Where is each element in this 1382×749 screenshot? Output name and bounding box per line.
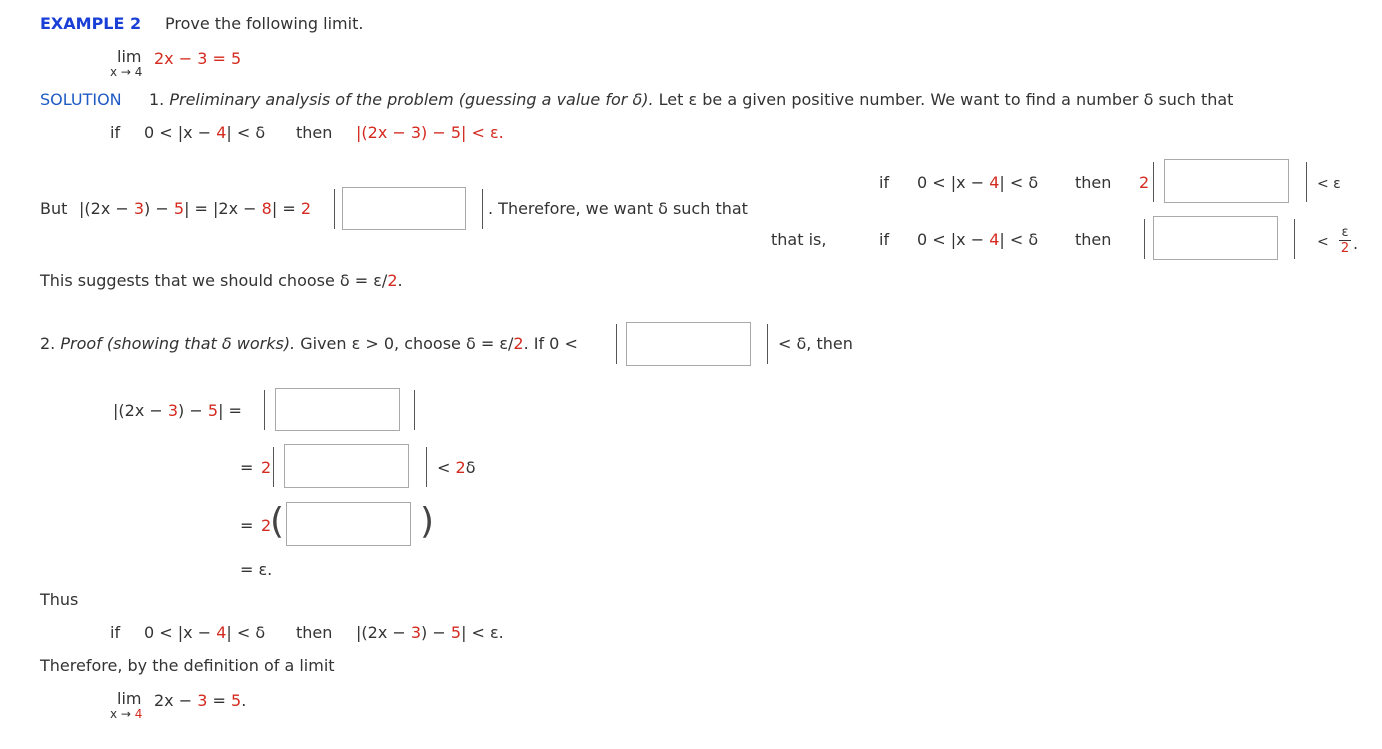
step3-eq: = bbox=[240, 516, 254, 535]
solution-intro: 1. Preliminary analysis of the problem (guessing a value for δ). Let ε be a given positive number. We want to find a number δ such that bbox=[149, 90, 1234, 109]
step2-lt-2delta: < 2δ bbox=[437, 458, 476, 477]
right-lt-eps: < ε bbox=[1317, 176, 1341, 192]
thus-if: if bbox=[110, 623, 121, 642]
right-lt: < bbox=[1317, 234, 1329, 250]
right-then-1: then bbox=[1075, 173, 1112, 192]
answer-box-6[interactable] bbox=[284, 444, 409, 488]
condition-text: 0 < |x − 4| < δ bbox=[144, 123, 266, 142]
answer-box-5[interactable] bbox=[275, 388, 400, 431]
right-paren: ) bbox=[420, 501, 435, 542]
but-lhs: |(2x − 3) − 5| = |2x − 8| = 2 bbox=[79, 199, 311, 218]
but-suffix: . Therefore, we want δ such that bbox=[488, 199, 748, 218]
thus-then: then bbox=[296, 623, 333, 642]
example-label: EXAMPLE 2 bbox=[40, 14, 142, 33]
step4-eq-eps: = ε. bbox=[240, 560, 273, 579]
right-cond-2: 0 < |x − 4| < δ bbox=[917, 230, 1039, 249]
answer-box-1[interactable] bbox=[342, 187, 466, 230]
right-coef: 2 bbox=[1139, 173, 1150, 192]
bottom-limit-lim: lim bbox=[117, 689, 142, 708]
if-word: if bbox=[110, 123, 121, 142]
that-is-text: that is, bbox=[771, 230, 827, 249]
right-cond-1: 0 < |x − 4| < δ bbox=[917, 173, 1039, 192]
right-if-2: if bbox=[879, 230, 890, 249]
right-dot: . bbox=[1353, 234, 1359, 253]
proof-after: < δ, then bbox=[778, 334, 853, 353]
fraction-denominator: 2 bbox=[1340, 241, 1350, 256]
conclusion-text: |(2x − 3) − 5| < ε. bbox=[356, 123, 504, 142]
example-prompt: Prove the following limit. bbox=[165, 14, 364, 33]
answer-box-4[interactable] bbox=[626, 322, 751, 366]
bottom-limit-expr: 2x − 3 = 5. bbox=[154, 691, 247, 710]
thus-conclusion: |(2x − 3) − 5| < ε. bbox=[356, 623, 504, 642]
therefore-text: Therefore, by the definition of a limit bbox=[40, 656, 335, 675]
epsilon-over-two bbox=[1339, 226, 1351, 255]
proof-intro: 2. Proof (showing that δ works). Given ε > 0, choose δ = ε/2. If 0 < bbox=[40, 334, 578, 353]
step3-coef: 2 bbox=[261, 516, 272, 535]
suggestion-text: This suggests that we should choose δ = ε/2. bbox=[40, 271, 403, 290]
limit-lim: lim bbox=[117, 47, 142, 66]
thus-condition: 0 < |x − 4| < δ bbox=[144, 623, 266, 642]
but-word: But bbox=[40, 199, 68, 218]
limit-sub: x → 4 bbox=[110, 65, 143, 79]
then-word: then bbox=[296, 123, 333, 142]
answer-box-2[interactable] bbox=[1164, 159, 1289, 203]
answer-box-7[interactable] bbox=[286, 502, 411, 546]
limit-expr: 2x − 3 = 5 bbox=[154, 49, 242, 68]
fraction-numerator: ε bbox=[1341, 225, 1349, 240]
bottom-limit-sub: x → 4 bbox=[110, 707, 143, 721]
left-paren: ( bbox=[270, 501, 285, 542]
right-if-1: if bbox=[879, 173, 890, 192]
step1-lhs: |(2x − 3) − 5| = bbox=[113, 401, 242, 420]
step2-eq: = bbox=[240, 458, 254, 477]
solution-label: SOLUTION bbox=[40, 90, 122, 109]
step2-coef: 2 bbox=[261, 458, 272, 477]
right-then-2: then bbox=[1075, 230, 1112, 249]
thus-label: Thus bbox=[40, 590, 79, 609]
answer-box-3[interactable] bbox=[1153, 216, 1278, 260]
